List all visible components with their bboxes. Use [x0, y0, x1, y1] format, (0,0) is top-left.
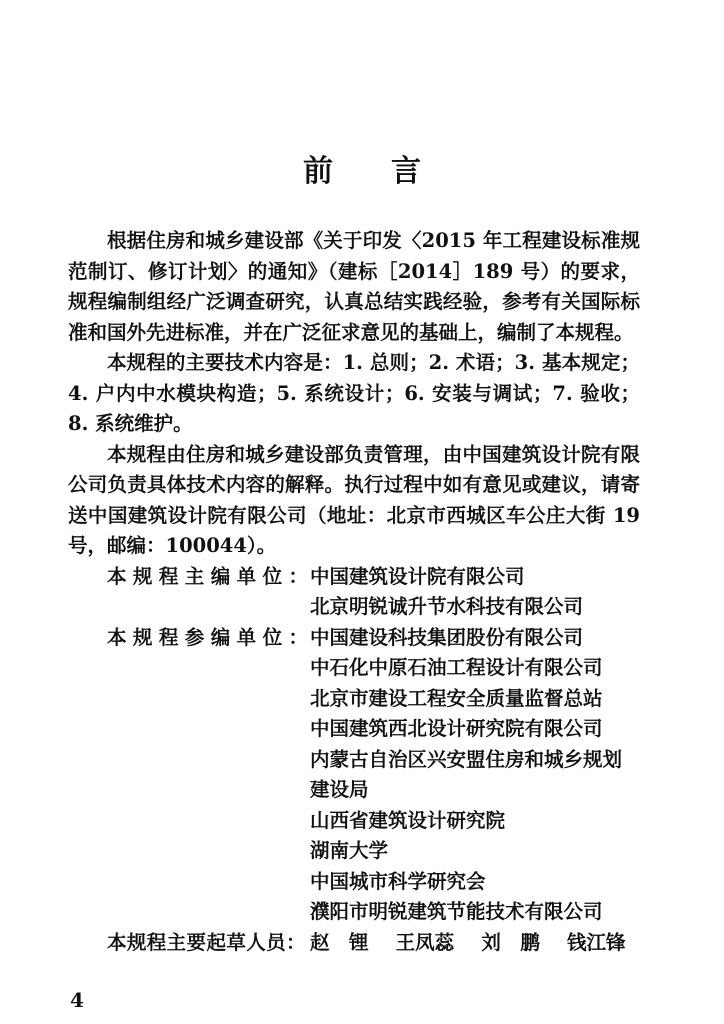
participating-unit-7: 湖南大学: [310, 839, 389, 862]
participating-unit-4: 中国建筑西北设计研究院有限公司: [310, 717, 603, 740]
drafter-name: 钱江锋: [567, 930, 626, 954]
drafter-name: 刘 鹏: [481, 930, 540, 954]
chief-unit-row: [68, 592, 640, 623]
page-number: 4: [70, 988, 84, 1012]
participating-unit-3: 北京市建设工程安全质量监督总站: [310, 686, 603, 710]
participating-unit-8: 中国城市科学研究会: [310, 869, 486, 893]
participating-unit-1: 中国建设科技集团股份有限公司: [310, 625, 584, 649]
drafter-name: 赵 锂: [310, 930, 369, 954]
paragraph-3: 本规程由住房和城乡建设部负责管理，由中国建筑设计院有限公司负责具体技术内容的解释。执行过程中如有意见或建议，请寄送中国建筑设计院有限公司（地址：北京市西城区车公庄大街 19 号，邮编：100044）。: [68, 442, 640, 557]
title-char-1: 前: [303, 154, 333, 189]
preface-body: [68, 226, 640, 958]
participating-unit-9: 濮阳市明锐建筑节能技术有限公司: [310, 900, 603, 923]
title-char-2: 言: [391, 154, 421, 189]
paragraph-2: 本规程的主要技术内容是：1. 总则；2. 术语；3. 基本规定；4. 户内中水模块构造；5. 系统设计；6. 安装与调试；7. 验收；8. 系统维护。: [68, 351, 640, 435]
participating-unit-2: 中石化中原石油工程设计有限公司: [310, 656, 603, 679]
chief-unit-1: 中国建筑设计院有限公司: [310, 564, 525, 588]
drafters-label: 本规程主要起草人员：: [107, 930, 306, 954]
chief-unit-row: [68, 562, 640, 593]
chief-unit-2: 北京明锐诚升节水科技有限公司: [310, 595, 584, 618]
page-title: [0, 146, 724, 190]
participating-units-label: 本规程参编单位：: [107, 625, 315, 649]
participating-unit-6: 山西省建筑设计研究院: [310, 808, 506, 832]
chief-units-label: 本规程主编单位：: [107, 564, 315, 588]
drafters-names: [310, 928, 640, 959]
paragraph-1: 根据住房和城乡建设部《关于印发〈2015 年工程建设标准规范制订、修订计划〉的通知》（建标［2014］189 号）的要求，规程编制组经广泛调查研究，认真总结实践经验，参考有关国际标准和国外先进标准，并在广泛征求意见的基础上，编制了本规程。: [68, 229, 640, 344]
drafter-name: 王凤蕊: [395, 930, 455, 954]
participating-unit-5: 内蒙古自治区兴安盟住房和城乡规划: [310, 747, 623, 771]
drafters-row: [68, 928, 640, 959]
participating-unit-row: [68, 623, 640, 654]
participating-unit-5-cont: 建设局: [310, 778, 369, 801]
